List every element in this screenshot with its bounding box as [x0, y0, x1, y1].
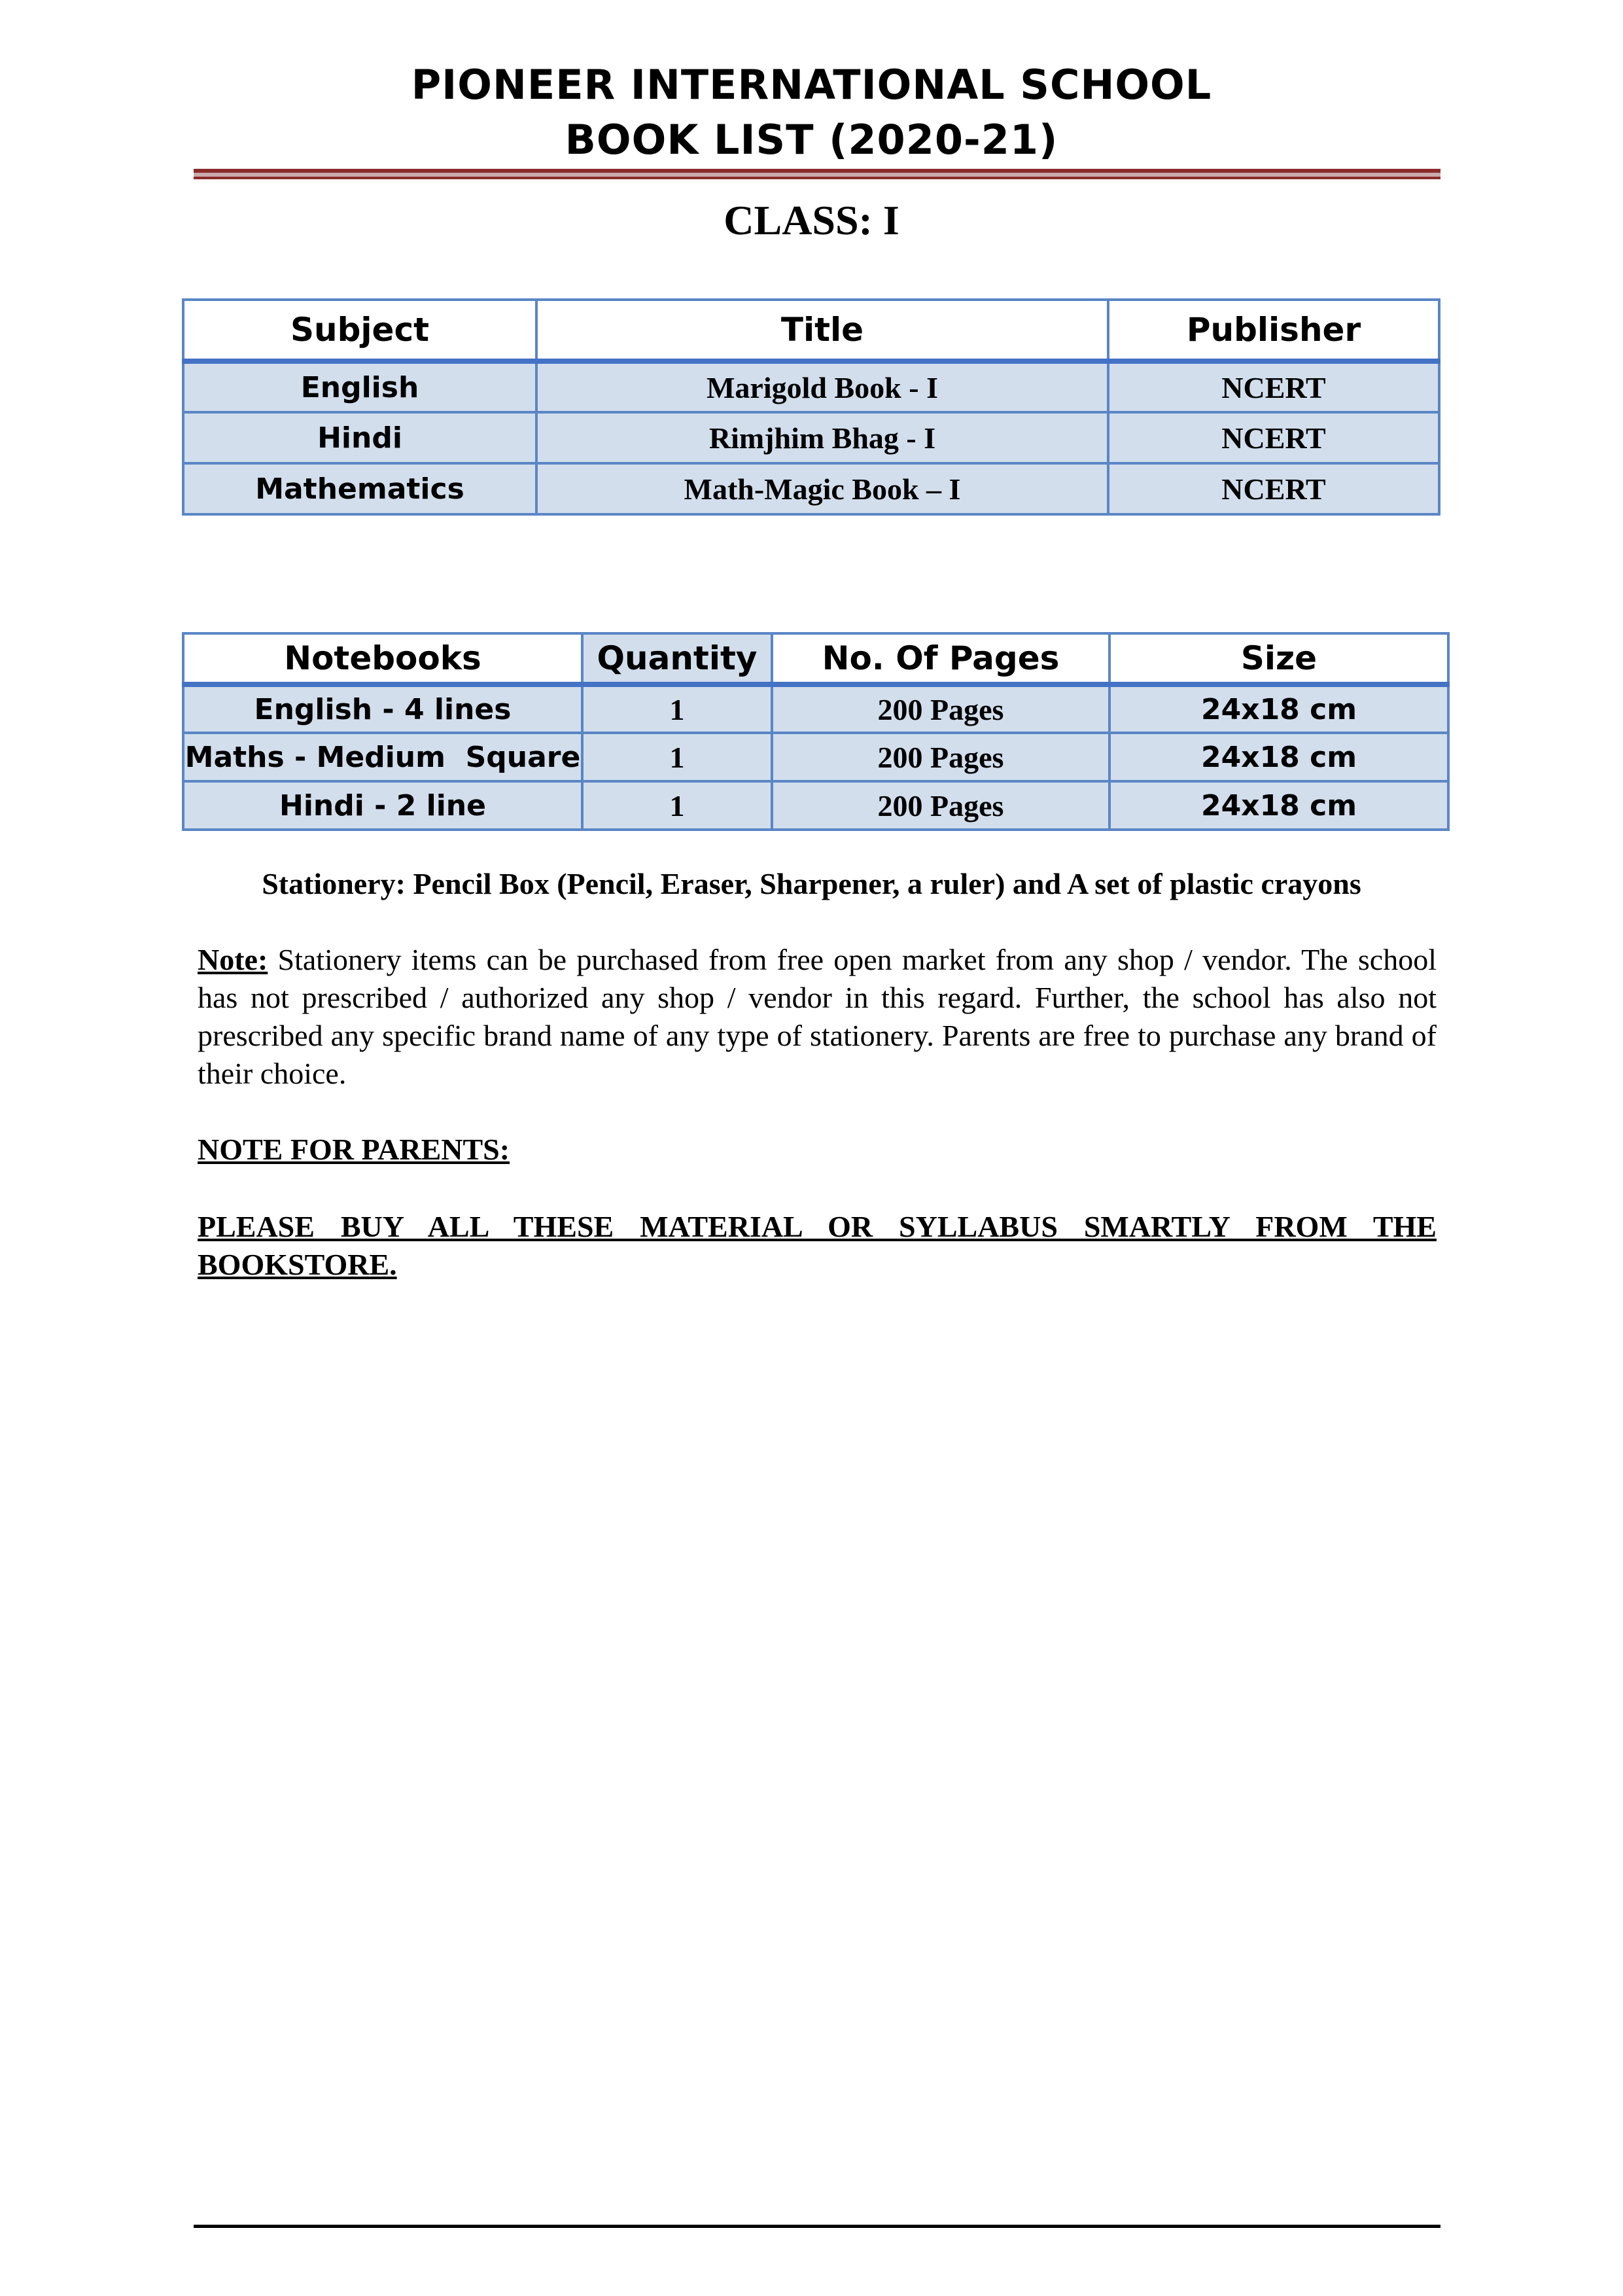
title-cell: Rimjhim Bhag - I	[536, 412, 1108, 463]
notebooks-header-notebooks: Notebooks	[183, 633, 582, 684]
header-divider	[194, 169, 1440, 179]
document-header	[0, 58, 1623, 168]
book-list-title: BOOK LIST (2020-21)	[565, 116, 1058, 164]
notebooks-header-row	[183, 633, 1448, 684]
parents-note-title: NOTE FOR PARENTS:	[198, 1133, 510, 1166]
stationery-line: Stationery: Pencil Box (Pencil, Eraser, Sharpener, a ruler) and A set of plastic crayons	[262, 867, 1361, 900]
footer-divider	[194, 2225, 1440, 2228]
note-label: Note:	[198, 943, 268, 976]
class-title: CLASS: I	[724, 197, 899, 243]
parents-note-text: PLEASE BUY ALL THESE MATERIAL OR SYLLABUS SMARTLY FROM THE BOOKSTORE.	[198, 1210, 1437, 1281]
books-header-subject: Subject	[183, 300, 536, 361]
table-row	[183, 781, 1448, 830]
pages-cell: 200 Pages	[772, 733, 1109, 781]
subject-cell: English	[183, 361, 536, 412]
subject-cell: Hindi	[183, 412, 536, 463]
table-row	[183, 733, 1448, 781]
notebooks-table	[182, 632, 1450, 831]
table-row	[183, 684, 1448, 733]
notebook-cell: Hindi - 2 line	[183, 781, 582, 830]
table-row	[183, 463, 1439, 514]
size-cell: 24x18 cm	[1109, 733, 1448, 781]
notebooks-header-quantity: Quantity	[582, 633, 772, 684]
table-row	[183, 361, 1439, 412]
notebooks-header-size: Size	[1109, 633, 1448, 684]
note-paragraph	[198, 941, 1437, 1093]
table-row	[183, 412, 1439, 463]
notebook-cell: English - 4 lines	[183, 684, 582, 733]
title-cell: Math-Magic Book – I	[536, 463, 1108, 514]
books-header-publisher: Publisher	[1108, 300, 1439, 361]
pages-cell: 200 Pages	[772, 684, 1109, 733]
note-text: Stationery items can be purchased from free open market from any shop / vendor. The school has not prescribed / authorized any shop / vendor in this regard. Further, the school has also not prescribed any specific brand name of any type of stationery. Parents are free to purchase any brand of their choice.	[198, 943, 1437, 1090]
quantity-cell: 1	[582, 733, 772, 781]
size-cell: 24x18 cm	[1109, 684, 1448, 733]
quantity-cell: 1	[582, 781, 772, 830]
pages-cell: 200 Pages	[772, 781, 1109, 830]
notebooks-header-pages: No. Of Pages	[772, 633, 1109, 684]
books-header-title: Title	[536, 300, 1108, 361]
school-name: PIONEER INTERNATIONAL SCHOOL	[411, 61, 1212, 109]
title-cell: Marigold Book - I	[536, 361, 1108, 412]
subject-cell: Mathematics	[183, 463, 536, 514]
publisher-cell: NCERT	[1108, 412, 1439, 463]
publisher-cell: NCERT	[1108, 463, 1439, 514]
publisher-cell: NCERT	[1108, 361, 1439, 412]
size-cell: 24x18 cm	[1109, 781, 1448, 830]
books-header-row	[183, 300, 1439, 361]
quantity-cell: 1	[582, 684, 772, 733]
notebook-cell: Maths - Medium Square	[183, 733, 582, 781]
books-table	[182, 298, 1440, 516]
